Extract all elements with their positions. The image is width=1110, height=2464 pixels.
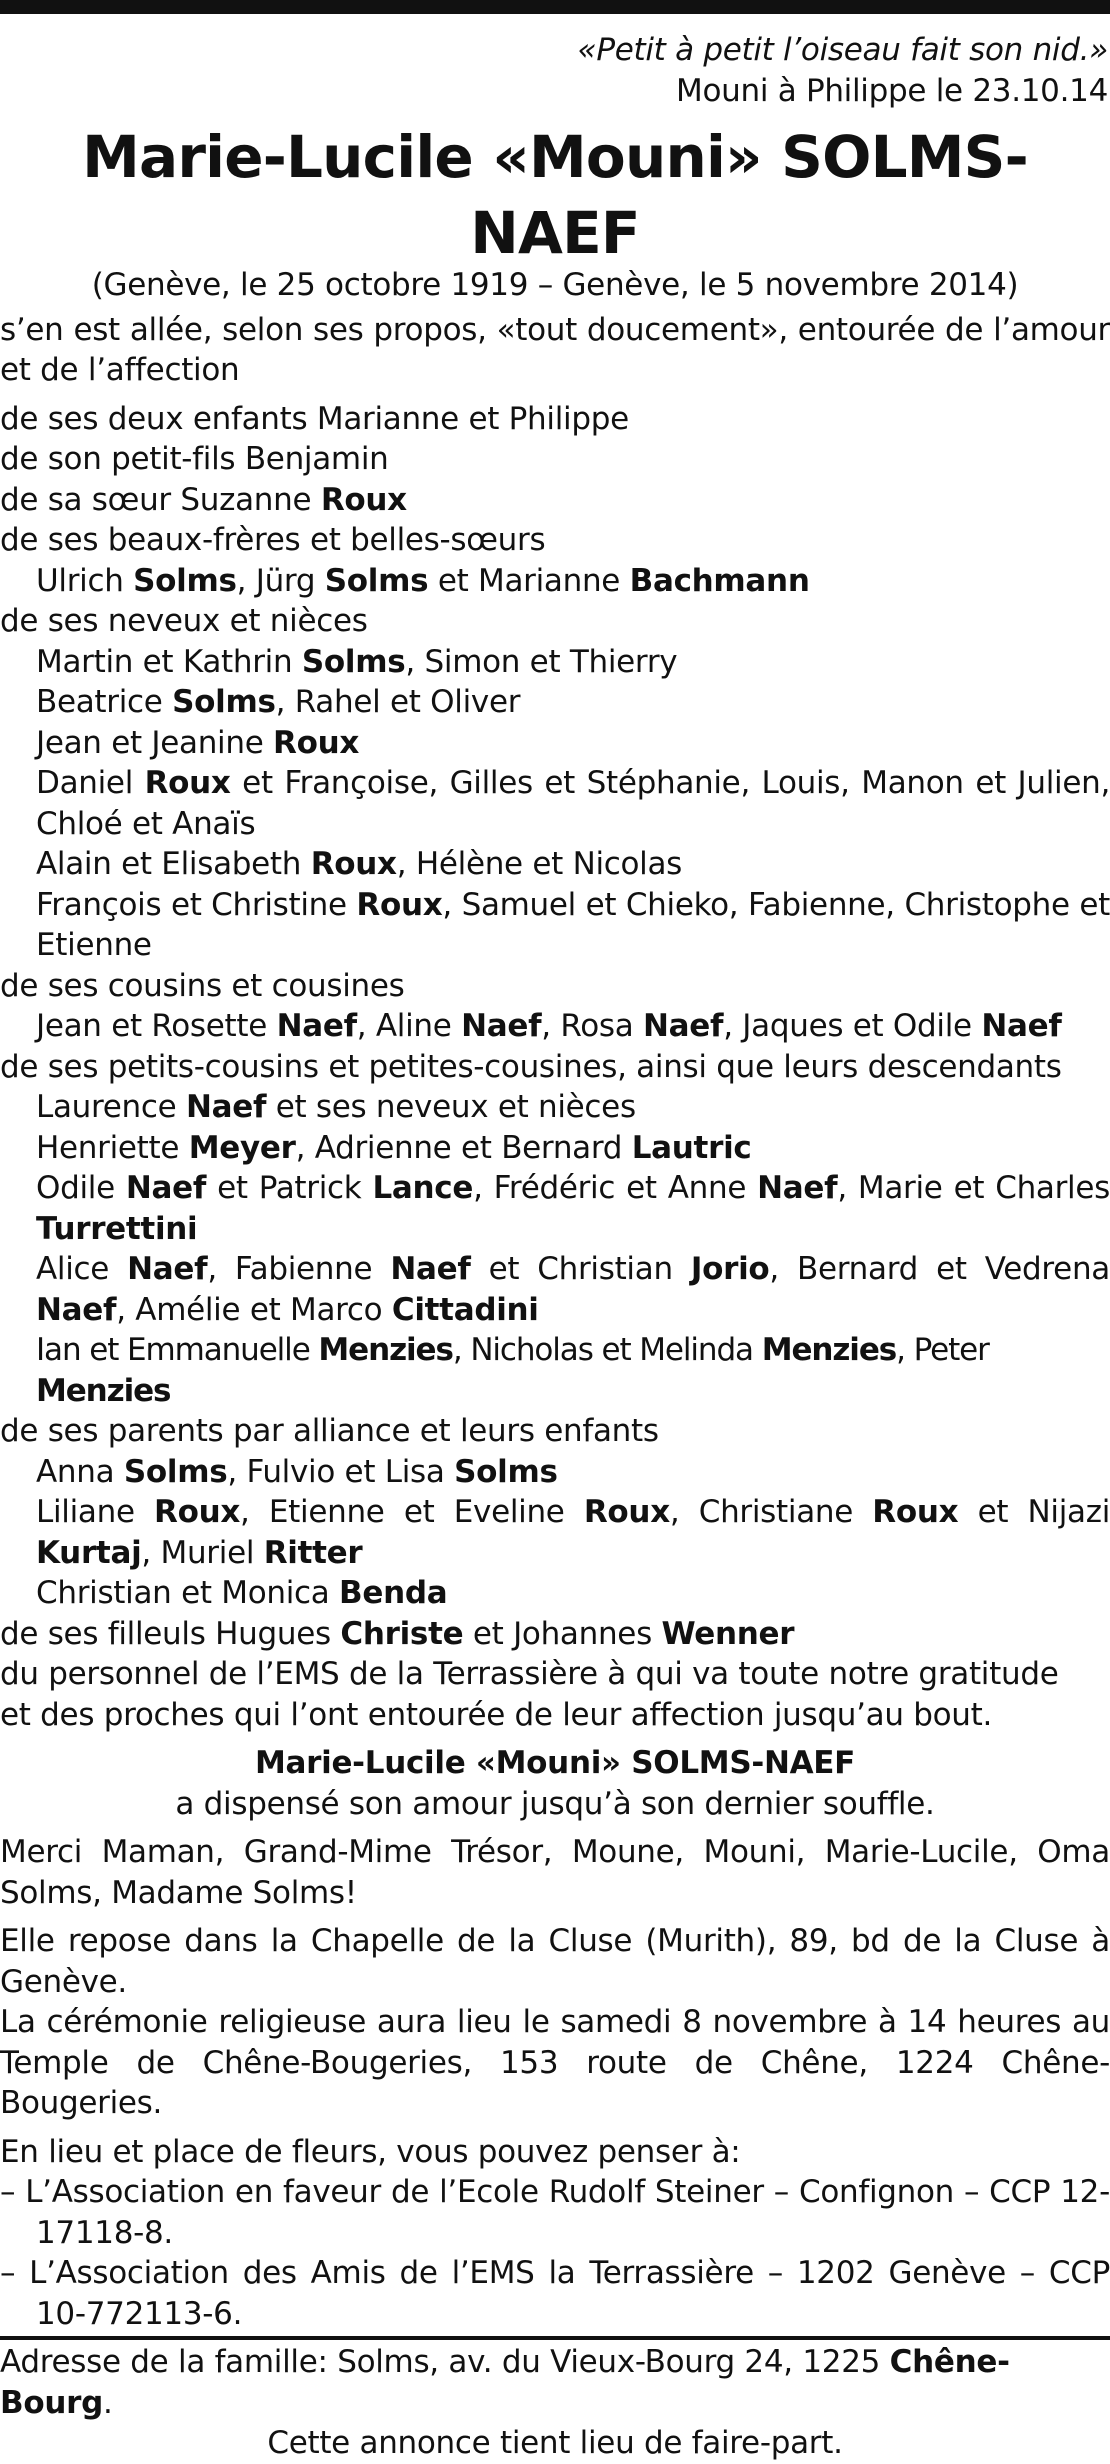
nephew-line: Martin et Kathrin Solms, Simon et Thierry [36, 643, 678, 680]
obituary-notice [0, 30, 1110, 2464]
nephew-line: Daniel Roux et Françoise, Gilles et Stéphanie, Louis, Manon et Julien, Chloé et Anaïs [36, 765, 1110, 842]
family-address: Adresse de la famille: Solms, av. du Vieux-Bourg 24, 1225 Chêne-Bourg. [0, 2344, 1010, 2421]
motto-dedication: Mouni à Philippe le 23.10.14 [676, 72, 1108, 109]
cousins-line: Jean et Rosette Naef, Aline Naef, Rosa Naef, Jaques et Odile Naef [36, 1008, 1062, 1044]
nephew-line: Alain et Elisabeth Roux, Hélène et Nicolas [36, 846, 683, 882]
family-list [0, 399, 1110, 1736]
children-line: de ses deux enfants Marianne et Philippe [0, 400, 629, 437]
second-cousin-line: Odile Naef et Patrick Lance, Frédéric et Anne Naef, Marie et Charles Turrettini [36, 1170, 1110, 1247]
relatives-line: et des proches qui l’ont entourée de leur affection jusqu’au bout. [0, 1696, 993, 1733]
staff-line: du personnel de l’EMS de la Terrassière à qui va toute notre gratitude [0, 1656, 1059, 1692]
nephew-line: Beatrice Solms, Rahel et Oliver [36, 684, 521, 720]
second-cousins-heading: de ses petits-cousins et petites-cousines, ainsi que leurs descendants [0, 1048, 1062, 1085]
nephew-line: Jean et Jeanine Roux [36, 724, 360, 761]
top-rule [0, 0, 1110, 14]
rest-place-text: Elle repose dans la Chapelle de la Cluse (Murith), 89, bd de la Cluse à Genève. [0, 1923, 1110, 2000]
nephews-heading: de ses neveux et nièces [0, 603, 368, 639]
ceremony-text: La cérémonie religieuse aura lieu le samedi 8 novembre à 14 heures au Temple de Chêne-Bougeries, 153 route de Chêne, 1224 Chêne-Bougeries. [0, 2004, 1110, 2121]
inlaws-line: Ulrich Solms, Jürg Solms et Marianne Bachmann [36, 562, 810, 599]
cousins-heading: de ses cousins et cousines [0, 967, 405, 1004]
thanks-text: Merci Maman, Grand-Mime Trésor, Moune, Mouni, Marie-Lucile, Oma Solms, Madame Solms! [0, 1834, 1110, 1911]
motto-quote: «Petit à petit l’oiseau fait son nid.» [577, 32, 1108, 68]
alliance-line: Anna Solms, Fulvio et Lisa Solms [36, 1453, 558, 1490]
deceased-name-title: Marie-Lucile «Mouni» SOLMS-NAEF [82, 123, 1028, 267]
grandson-line: de son petit-fils Benjamin [0, 441, 389, 477]
notice-text: Cette annonce tient lieu de faire-part. [267, 2425, 843, 2461]
flowers-text: En lieu et place de fleurs, vous pouvez penser à: [0, 2133, 741, 2170]
donation-item: – L’Association en faveur de l’Ecole Rudolf Steiner – Confignon – CCP 12-17118-8. [0, 2174, 1110, 2251]
alliance-line: Liliane Roux, Etienne et Eveline Roux, Christiane Roux et Nijazi Kurtaj, Muriel Ritter [36, 1494, 1110, 1571]
second-cousin-line: Henriette Meyer, Adrienne et Bernard Lautric [36, 1129, 752, 1166]
nephew-line: François et Christine Roux, Samuel et Chieko, Fabienne, Christophe et Etienne [36, 886, 1110, 963]
alliance-heading: de ses parents par alliance et leurs enfants [0, 1413, 659, 1449]
donation-item: – L’Association des Amis de l’EMS la Terrassière – 1202 Genève – CCP 10-772113-6. [0, 2255, 1110, 2332]
closing-block [0, 1743, 1110, 1824]
second-cousin-line: Ian et Emmanuelle Menzies, Nicholas et Melinda Menzies, Peter Menzies [36, 1332, 989, 1409]
inlaws-heading: de ses beaux-frères et belles-sœurs [0, 522, 546, 558]
alliance-line: Christian et Monica Benda [36, 1575, 448, 1611]
life-dates: (Genève, le 25 octobre 1919 – Genève, le 5 novembre 2014) [91, 267, 1019, 303]
closing-name: Marie-Lucile «Mouni» SOLMS-NAEF [254, 1745, 856, 1781]
closing-line: a dispensé son amour jusqu’à son dernier souffle. [175, 1785, 935, 1822]
second-cousin-line: Alice Naef, Fabienne Naef et Christian Jorio, Bernard et Vedrena Naef, Amélie et Marco Cittadini [36, 1251, 1110, 1328]
sister-line: de sa sœur Suzanne Roux [0, 481, 407, 518]
second-cousin-line: Laurence Naef et ses neveux et nièces [36, 1089, 636, 1125]
bottom-rule [0, 2336, 1110, 2340]
godchildren-line: de ses filleuls Hugues Christe et Johannes Wenner [0, 1615, 795, 1652]
intro-text: s’en est allée, selon ses propos, «tout doucement», entourée de l’amour et de l’affection [0, 311, 1110, 388]
motto-block [0, 30, 1110, 111]
